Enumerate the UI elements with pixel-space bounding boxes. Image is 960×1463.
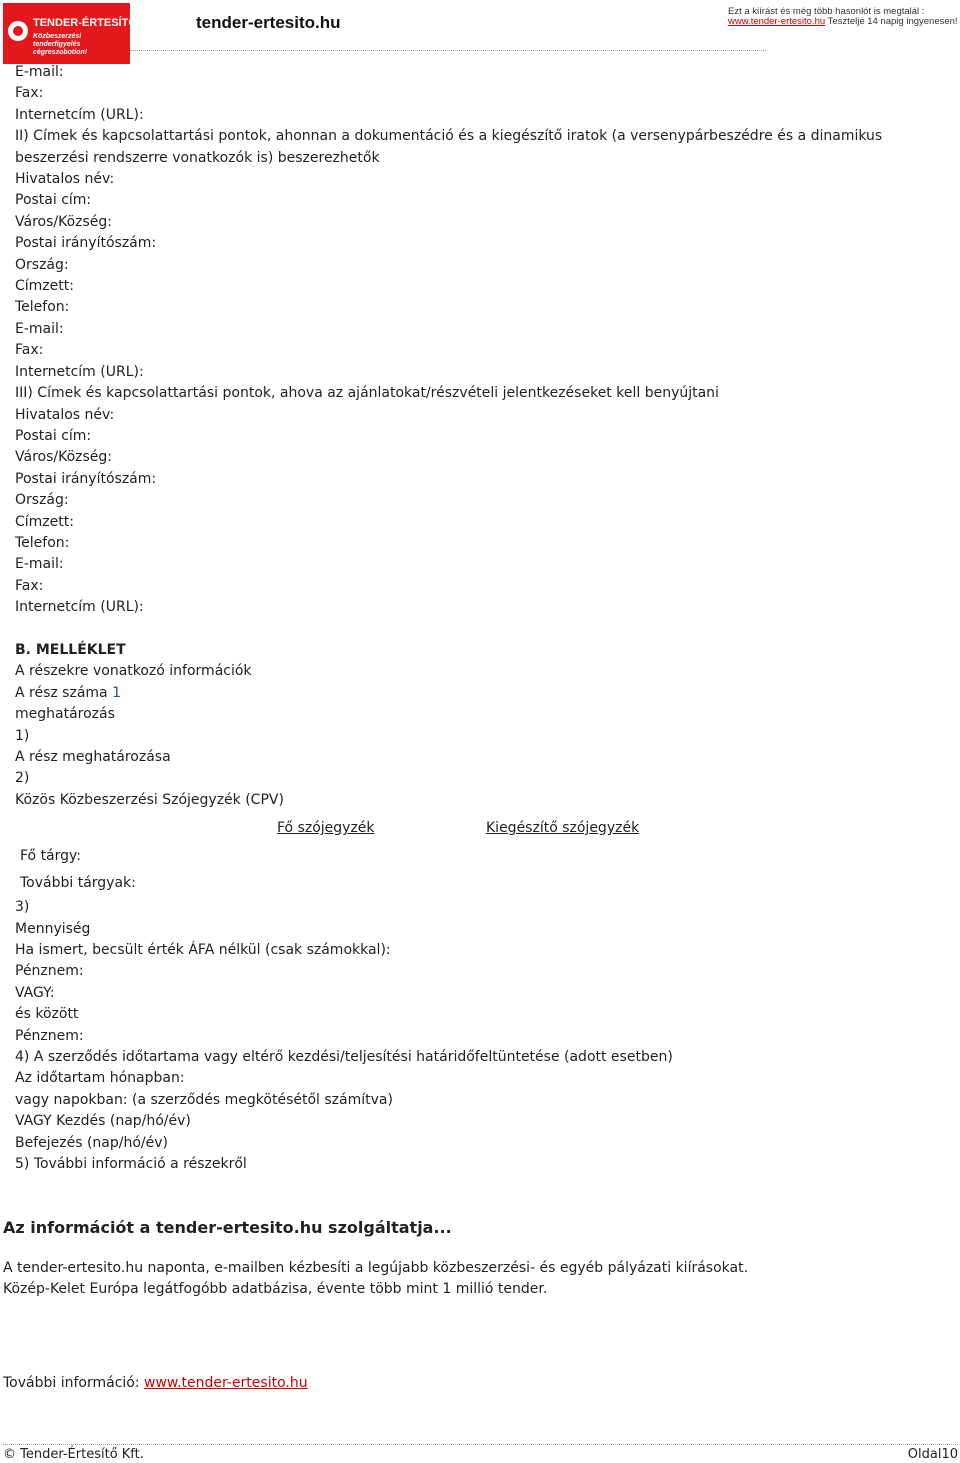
- logo-name: TENDER-ÉRTESÍTŐ.hu: [33, 17, 154, 29]
- annex-line: 5) További információ a részekről: [15, 1156, 247, 1173]
- annex-line: A rész meghatározása: [15, 748, 171, 765]
- footer-description: A tender-ertesito.hu naponta, e-mailben kézbesíti a legújabb közbeszerzési- és egyéb pályázati kiírásokat.: [3, 1260, 749, 1276]
- field-label: Ország:: [15, 256, 69, 273]
- annex-line: Az időtartam hónapban:: [15, 1070, 185, 1087]
- annex-line: Pénznem:: [15, 963, 84, 980]
- annex-line: Ha ismert, becsült érték ÁFA nélkül (csak számokkal):: [15, 942, 391, 959]
- field-label: Internetcím (URL):: [15, 106, 144, 123]
- field-label: E-mail:: [15, 320, 64, 337]
- section-ii-heading: II) Címek és kapcsolattartási pontok, ahonnan a dokumentáció és a kiegészítő iratok (a versenypárbeszédre és a dinamikus: [15, 128, 883, 145]
- copyright: © Tender-Értesítő Kft.: [3, 1447, 144, 1462]
- header-promo-note: [728, 7, 958, 27]
- field-label: Hivatalos név:: [15, 171, 115, 188]
- page-header: [0, 0, 960, 64]
- annex-line: 1): [15, 727, 30, 744]
- part-number-value: 1: [112, 684, 121, 701]
- field-label: E-mail:: [15, 556, 64, 573]
- footer-divider: [3, 1444, 958, 1445]
- footer-info: [3, 1216, 943, 1301]
- field-label: Címzett:: [15, 513, 74, 530]
- field-label: Hivatalos név:: [15, 406, 115, 423]
- header-divider: [130, 50, 766, 51]
- field-label: Város/Község:: [15, 213, 113, 230]
- cpv-main-object: Fő tárgy:: [20, 848, 82, 865]
- annex-b-title: B. MELLÉKLET: [15, 641, 126, 658]
- field-label: Fax:: [15, 342, 44, 359]
- field-label: Fax:: [15, 577, 44, 594]
- annex-line: vagy napokban: (a szerződés megkötésétől számítva): [15, 1091, 393, 1108]
- annex-line: 3): [15, 899, 30, 916]
- field-label: Internetcím (URL):: [15, 599, 144, 616]
- field-label: Fax:: [15, 85, 44, 102]
- field-label: Város/Község:: [15, 449, 113, 466]
- header-note-line1: Ezt a kiírást és még több hasonlót is megtalál :: [728, 6, 925, 17]
- site-title: tender-ertesito.hu: [196, 13, 341, 32]
- part-number-label: A rész száma: [15, 684, 108, 701]
- part-number-row: [15, 683, 945, 704]
- cpv-main-header: Fő szójegyzék: [277, 820, 375, 837]
- footer-site-link[interactable]: www.tender-ertesito.hu: [144, 1375, 308, 1391]
- footer-heading: Az információt a tender-ertesito.hu szolgáltatja...: [3, 1218, 452, 1237]
- annex-line: Befejezés (nap/hó/év): [15, 1134, 169, 1151]
- logo-tagline: Közbeszerzési tenderfigyelés cégreszobotion!: [33, 33, 88, 56]
- field-label: Telefon:: [15, 534, 70, 551]
- section-ii-heading-cont: beszerzési rendszerre vonatkozók is) beszerezhetők: [15, 149, 380, 166]
- logo-target-icon: [8, 21, 28, 41]
- annex-line: 4) A szerződés időtartama vagy eltérő kezdési/teljesítési határidőfeltüntetése (adott esetben): [15, 1049, 673, 1066]
- page-number: Oldal10: [907, 1447, 958, 1462]
- annex-b-subtitle: A részekre vonatkozó információk: [15, 663, 252, 680]
- footer-more-info: [3, 1375, 308, 1391]
- annex-line: meghatározás: [15, 706, 115, 723]
- field-label: Ország:: [15, 492, 69, 509]
- site-logo[interactable]: [3, 3, 154, 64]
- footer-description: Közép-Kelet Európa legátfogóbb adatbázisa, évente több mint 1 millió tender.: [3, 1281, 548, 1298]
- field-label: Postai cím:: [15, 192, 92, 209]
- annex-line: Közös Közbeszerzési Szójegyzék (CPV): [15, 791, 284, 808]
- cpv-other-objects: További tárgyak:: [20, 875, 136, 892]
- cpv-table-header: [15, 815, 945, 843]
- annex-line: VAGY Kezdés (nap/hó/év): [15, 1113, 191, 1130]
- section-iii-heading: III) Címek és kapcsolattartási pontok, ahova az ajánlatokat/részvételi jelentkezéseket kell benyújtani: [15, 385, 719, 402]
- annex-line: Pénznem:: [15, 1027, 84, 1044]
- header-site-link[interactable]: www.tender-ertesito.hu: [728, 16, 826, 27]
- field-label: Internetcím (URL):: [15, 363, 144, 380]
- cpv-supp-header: Kiegészítő szójegyzék: [486, 820, 640, 837]
- annex-line: VAGY:: [15, 984, 55, 1001]
- annex-line: Mennyiség: [15, 920, 91, 937]
- field-label: E-mail:: [15, 64, 64, 80]
- annex-line: és között: [15, 1006, 79, 1023]
- field-label: Telefon:: [15, 299, 70, 316]
- field-label: Postai irányítószám:: [15, 470, 157, 487]
- document-body: [15, 62, 945, 1175]
- footer-more-label: További információ:: [3, 1375, 145, 1391]
- field-label: Címzett:: [15, 278, 74, 295]
- header-note-line2: Tesztelje 14 napig ingyenesen!: [827, 16, 958, 27]
- field-label: Postai irányítószám:: [15, 235, 157, 252]
- annex-line: 2): [15, 770, 30, 787]
- spacer: [15, 619, 945, 640]
- field-label: Postai cím:: [15, 427, 92, 444]
